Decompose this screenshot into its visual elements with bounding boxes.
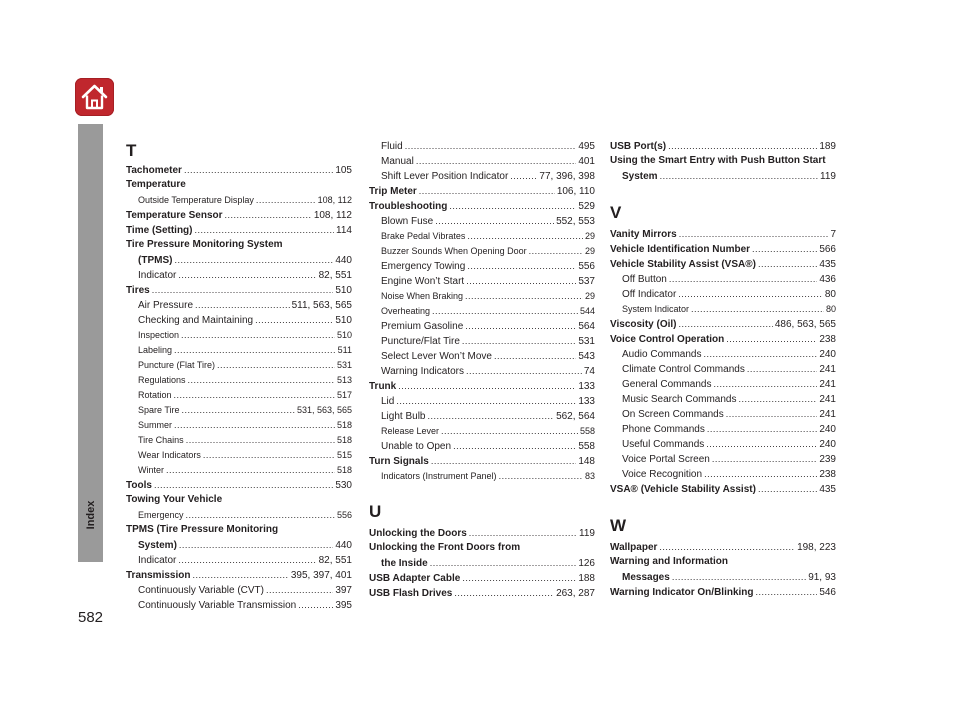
index-entry[interactable]: Time (Setting) ..... 114: [126, 223, 352, 237]
index-subentry[interactable]: Air Pressure ..... 511, 563, 565: [138, 298, 352, 312]
index-subentry[interactable]: Continuously Variable Transmission ..... 395: [138, 598, 352, 612]
index-subentry[interactable]: Blown Fuse ..... 552, 553: [381, 214, 595, 228]
index-entry[interactable]: VSA® (Vehicle Stability Assist) ..... 435: [610, 482, 836, 496]
index-subentry[interactable]: Off Button ..... 436: [622, 272, 836, 286]
index-entry[interactable]: Vanity Mirrors ..... 7: [610, 227, 836, 241]
index-subentry[interactable]: Wear Indicators ..... 515: [138, 448, 352, 462]
index-subentry[interactable]: Engine Won’t Start ..... 537: [381, 274, 595, 288]
index-subentry[interactable]: Climate Control Commands ..... 241: [622, 362, 836, 376]
index-subentry[interactable]: Warning Indicators ..... 74: [381, 364, 595, 378]
index-subentry[interactable]: Tire Chains ..... 518: [138, 433, 352, 447]
index-subentry[interactable]: Useful Commands ..... 240: [622, 437, 836, 451]
index-subentry[interactable]: System Indicator ..... 80: [622, 302, 836, 316]
index-entry: Using the Smart Entry with Push Button Start: [610, 155, 826, 166]
home-icon: [80, 83, 109, 111]
index-entry[interactable]: USB Flash Drives ..... 263, 287: [369, 586, 595, 600]
index-entry[interactable]: Trunk ..... 133: [369, 379, 595, 393]
index-subentry[interactable]: Outside Temperature Display ..... 108, 112: [138, 193, 352, 207]
index-subentry[interactable]: Emergency ..... 556: [138, 508, 352, 522]
index-subentry[interactable]: Rotation ..... 517: [138, 388, 352, 402]
section-letter-u: U: [369, 502, 382, 521]
index-subentry[interactable]: Indicator ..... 82, 551: [138, 268, 352, 282]
index-entry[interactable]: Unlocking the Doors ..... 119: [369, 526, 595, 540]
index-entry[interactable]: USB Port(s) ..... 189: [610, 139, 836, 153]
index-subentry[interactable]: Release Lever ..... 558: [381, 424, 595, 438]
index-entry[interactable]: Warning Indicator On/Blinking ..... 546: [610, 585, 836, 599]
index-entry[interactable]: Voice Control Operation ..... 238: [610, 332, 836, 346]
index-entry: TPMS (Tire Pressure Monitoring: [126, 524, 279, 535]
section-letter-t: T: [126, 141, 137, 160]
index-entry: Unlocking the Front Doors from: [369, 542, 521, 553]
index-subentry[interactable]: Summer ..... 518: [138, 418, 352, 432]
index-subentry[interactable]: Light Bulb ..... 562, 564: [381, 409, 595, 423]
index-entry[interactable]: Messages ..... 91, 93: [622, 570, 836, 584]
index-subentry[interactable]: Phone Commands ..... 240: [622, 422, 836, 436]
index-entry: Towing Your Vehicle: [126, 494, 223, 505]
index-entry[interactable]: Temperature Sensor ..... 108, 112: [126, 208, 352, 222]
index-subentry[interactable]: Labeling ..... 511: [138, 343, 352, 357]
index-subentry[interactable]: Buzzer Sounds When Opening Door ..... 29: [381, 244, 595, 258]
index-subentry[interactable]: Manual ..... 401: [381, 154, 595, 168]
index-subentry[interactable]: Overheating ..... 544: [381, 304, 595, 318]
index-subentry[interactable]: Music Search Commands ..... 241: [622, 392, 836, 406]
index-entry: Temperature: [126, 179, 186, 190]
index-entry[interactable]: Wallpaper ..... 198, 223: [610, 540, 836, 554]
index-subentry[interactable]: Puncture/Flat Tire ..... 531: [381, 334, 595, 348]
index-subentry[interactable]: Voice Portal Screen ..... 239: [622, 452, 836, 466]
index-subentry[interactable]: Checking and Maintaining ..... 510: [138, 313, 352, 327]
index-subentry[interactable]: Inspection ..... 510: [138, 328, 352, 342]
index-entry: Warning and Information: [610, 556, 728, 567]
index-subentry[interactable]: Puncture (Flat Tire) ..... 531: [138, 358, 352, 372]
index-subentry[interactable]: Continuously Variable (CVT) ..... 397: [138, 583, 352, 597]
index-subentry[interactable]: Regulations ..... 513: [138, 373, 352, 387]
index-entry[interactable]: Vehicle Identification Number ..... 566: [610, 242, 836, 256]
section-letter-w: W: [610, 516, 627, 535]
index-entry[interactable]: System ..... 119: [622, 169, 836, 183]
index-subentry[interactable]: Indicators (Instrument Panel) ..... 83: [381, 469, 595, 483]
index-entry: Tire Pressure Monitoring System: [126, 239, 283, 250]
index-entry[interactable]: Tires ..... 510: [126, 283, 352, 297]
index-entry[interactable]: Viscosity (Oil) ..... 486, 563, 565: [610, 317, 836, 331]
index-subentry[interactable]: Fluid ..... 495: [381, 139, 595, 153]
page-number: 582: [78, 609, 104, 626]
index-subentry[interactable]: Off Indicator ..... 80: [622, 287, 836, 301]
index-entry[interactable]: Turn Signals ..... 148: [369, 454, 595, 468]
index-entry[interactable]: Vehicle Stability Assist (VSA®) ..... 435: [610, 257, 836, 271]
index-entry[interactable]: Trip Meter ..... 106, 110: [369, 184, 595, 198]
index-subentry[interactable]: Brake Pedal Vibrates ..... 29: [381, 229, 595, 243]
home-button[interactable]: [75, 78, 114, 116]
index-subentry[interactable]: Spare Tire ..... 531, 563, 565: [138, 403, 352, 417]
index-entry[interactable]: (TPMS) ..... 440: [138, 253, 352, 267]
index-entry[interactable]: Troubleshooting ..... 529: [369, 199, 595, 213]
index-subentry[interactable]: Lid ..... 133: [381, 394, 595, 408]
index-subentry[interactable]: Unable to Open ..... 558: [381, 439, 595, 453]
index-subentry[interactable]: Noise When Braking ..... 29: [381, 289, 595, 303]
index-subentry[interactable]: Select Lever Won’t Move ..... 543: [381, 349, 595, 363]
index-subentry[interactable]: Emergency Towing ..... 556: [381, 259, 595, 273]
index-subentry[interactable]: On Screen Commands ..... 241: [622, 407, 836, 421]
section-letter-v: V: [610, 203, 622, 222]
index-subentry[interactable]: Winter ..... 518: [138, 463, 352, 477]
index-entry[interactable]: Tools ..... 530: [126, 478, 352, 492]
index-entry[interactable]: Transmission ..... 395, 397, 401: [126, 568, 352, 582]
index-subentry[interactable]: Voice Recognition ..... 238: [622, 467, 836, 481]
index-subentry[interactable]: Premium Gasoline ..... 564: [381, 319, 595, 333]
index-entry[interactable]: USB Adapter Cable ..... 188: [369, 571, 595, 585]
index-subentry[interactable]: Audio Commands ..... 240: [622, 347, 836, 361]
index-subentry[interactable]: Shift Lever Position Indicator ..... 77, 396, 398: [381, 169, 595, 183]
index-subentry[interactable]: General Commands ..... 241: [622, 377, 836, 391]
sidebar-label: Index: [85, 500, 97, 530]
index-entry[interactable]: the Inside ..... 126: [381, 556, 595, 570]
index-entry[interactable]: System) ..... 440: [138, 538, 352, 552]
index-entry[interactable]: Tachometer ..... 105: [126, 163, 352, 177]
index-subentry[interactable]: Indicator ..... 82, 551: [138, 553, 352, 567]
